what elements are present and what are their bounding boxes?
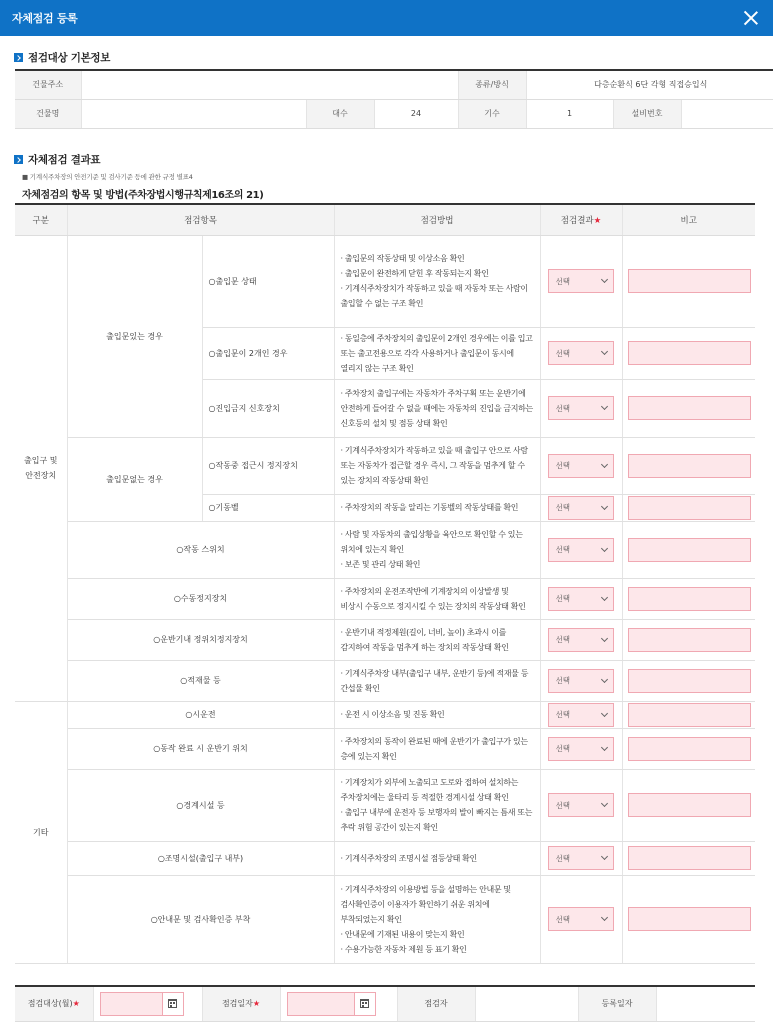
remark-input[interactable] (628, 396, 751, 420)
label-check-date: 점검일자★ (202, 986, 280, 1021)
check-method (334, 619, 540, 660)
remark-input[interactable] (628, 628, 751, 652)
check-item: ○진입금지 신호장치 (202, 379, 334, 437)
method-line: 주차장치에는 울타리 등 적절한 경계시설 상태 확인 (340, 793, 509, 802)
chevron-down-icon (600, 276, 607, 283)
section-bullet-icon (14, 53, 23, 62)
method-line: · 수용가능한 자동차 제원 등 표기 확인 (340, 944, 467, 954)
remark-input[interactable] (628, 737, 751, 761)
result-select[interactable]: 선택 (548, 907, 614, 931)
remark-input[interactable] (628, 907, 751, 931)
result-select[interactable]: 선택 (548, 628, 614, 652)
result-select[interactable]: 선택 (548, 703, 614, 727)
category-etc: 기타 (15, 701, 67, 963)
remark-input[interactable] (628, 587, 751, 611)
method-line: 간섭물 확인 (340, 683, 380, 693)
method-line: 비상시 수동으로 정지시킬 수 있는 장치의 작동상태 확인 (340, 601, 526, 611)
result-table-subtitle: 자체점검의 항목 및 방법(주차장법시행규칙제16조의 21) (22, 190, 264, 201)
category-entrance: 출입구 및 안전장치 (15, 235, 67, 701)
section-bullet-icon (14, 155, 23, 164)
method-line: 층에 있는지 확인 (340, 751, 397, 761)
check-item: ○경계시설 등 (67, 769, 334, 841)
inspection-table (15, 203, 755, 964)
calendar-button[interactable] (162, 993, 183, 1015)
method-line: · 출입구 내부에 운전자 등 보행자의 발이 빠지는 틈새 또는 (340, 808, 533, 817)
result-select[interactable]: 선택 (548, 341, 614, 365)
method-line: 감지하여 작동을 멈추게 하는 장치의 작동상태 확인 (340, 642, 509, 652)
check-method (334, 875, 540, 963)
value-count: 1 (526, 99, 613, 128)
remark-input[interactable] (628, 793, 751, 817)
table-row (15, 875, 755, 963)
check-item: ○조명시설(출입구 내부) (67, 841, 334, 875)
chevron-down-icon (600, 403, 607, 410)
basic-info-table (15, 69, 773, 129)
method-line: 위치에 있는지 확인 (340, 545, 404, 554)
method-line: 신호등의 설치 및 점등 상태 확인 (340, 418, 448, 428)
label-building-name: 건물명 (15, 99, 81, 128)
chevron-down-icon (600, 348, 607, 355)
remark-input[interactable] (628, 496, 751, 520)
header-result: 점검결과★ (540, 204, 622, 235)
method-line: 출입할 수 없는 구조 확인 (340, 299, 424, 308)
chevron-down-icon (600, 460, 607, 467)
remark-input[interactable] (628, 703, 751, 727)
method-line: · 출입문이 완전하게 닫힌 후 작동되는지 확인 (340, 269, 489, 278)
check-date-input[interactable] (287, 992, 376, 1016)
method-line: 검사확인증이 이용자가 확인하기 쉬운 위치에 (340, 899, 490, 909)
label-units: 대수 (306, 99, 374, 128)
value-type: 다층순환식 6단 각형 직접승입식 (526, 70, 773, 99)
method-line: · 기계식주차장치가 작동하고 있을 때 자동차 또는 사람이 (340, 284, 528, 293)
remark-input[interactable] (628, 669, 751, 693)
check-item: ○기동벨 (202, 494, 334, 521)
method-line: 또는 출고전용으로 각각 사용하거나 출입문이 동시에 (340, 348, 514, 358)
dialog-titlebar (0, 0, 773, 36)
chevron-down-icon (600, 853, 607, 860)
table-row (15, 660, 755, 701)
table-row (15, 578, 755, 619)
table-row (15, 437, 755, 494)
result-select[interactable]: 선택 (548, 269, 614, 293)
header-category: 구분 (15, 204, 67, 235)
header-item: 점검항목 (67, 204, 334, 235)
calendar-icon (168, 999, 177, 1008)
method-line: · 주차장치의 작동을 알리는 기동벨의 작동상태를 확인 (340, 503, 519, 512)
value-building-name (81, 99, 306, 128)
header-remark: 비고 (622, 204, 755, 235)
value-reg-date (656, 986, 755, 1021)
table-row (15, 701, 755, 728)
check-item: ○작동 스위치 (67, 521, 334, 578)
chevron-down-icon (600, 675, 607, 682)
label-count: 기수 (458, 99, 526, 128)
table-row (15, 521, 755, 578)
method-line: 부착되었는지 확인 (340, 914, 402, 924)
table-row (15, 841, 755, 875)
value-units: 24 (374, 99, 458, 128)
label-target-month: 점검대상(월)★ (15, 986, 93, 1021)
subgroup-no-door: 출입문없는 경우 (67, 437, 202, 521)
method-line: · 운전 시 이상소음 및 진동 확인 (340, 710, 445, 719)
table-row (15, 728, 755, 769)
method-line: 있는 장치의 작동상태 확인 (340, 476, 429, 485)
method-line: 또는 자동차가 접근할 경우 즉시, 그 작동을 멈추게 할 수 (340, 461, 525, 470)
label-inspector: 점검자 (397, 986, 475, 1021)
result-select[interactable]: 선택 (548, 396, 614, 420)
dialog-title: 자체점검 등록 (12, 12, 78, 25)
section-basic-info-title: 점검대상 기본정보 (14, 50, 110, 65)
method-line: · 주차장치의 운전조작반에 기계장치의 이상발생 및 (340, 586, 509, 596)
result-select[interactable]: 선택 (548, 793, 614, 817)
method-line: · 출입문의 작동상태 및 이상소음 확인 (340, 254, 465, 263)
value-equip-no (681, 99, 773, 128)
check-item: ○적재물 등 (67, 660, 334, 701)
method-line: · 안내문에 기재된 내용이 맞는지 확인 (340, 929, 465, 939)
method-line: · 기계식주차장 내부(출입구 내부, 운반기 등)에 적재물 등 (340, 668, 529, 678)
regulation-note: ■ 기계식주차장의 안전기준 및 검사기준 등에 관한 규정 별표4 (22, 173, 193, 181)
method-line: · 기계식주차장치가 작동하고 있을 때 출입구 안으로 사람 (340, 446, 528, 455)
section-result-title: 자체점검 결과표 (14, 152, 100, 167)
footer-form (15, 985, 755, 1022)
label-type: 종류/방식 (458, 70, 526, 99)
check-item: ○수동정지장치 (67, 578, 334, 619)
check-method (334, 494, 540, 521)
remark-input[interactable] (628, 454, 751, 478)
method-line: · 동일층에 주차장치의 출입문이 2개인 경우에는 이를 입고 (340, 333, 533, 343)
remark-input[interactable] (628, 341, 751, 365)
method-line: 안전하게 들어갈 수 없을 때에는 자동차의 진입을 금지하는 (340, 403, 533, 413)
check-method (334, 578, 540, 619)
result-select[interactable]: 선택 (548, 737, 614, 761)
method-line: · 주차장치 출입구에는 자동차가 주차구획 또는 운반기에 (340, 388, 526, 398)
method-line: · 보존 및 관리 상태 확인 (340, 560, 421, 569)
method-line: · 주차장치의 동작이 완료된 때에 운반기가 출입구가 있는 (340, 736, 528, 746)
chevron-down-icon (600, 709, 607, 716)
subgroup-with-door: 출입문있는 경우 (67, 235, 202, 437)
check-method (334, 437, 540, 494)
check-item: ○시운전 (67, 701, 334, 728)
check-method (334, 379, 540, 437)
table-row (15, 769, 755, 841)
chevron-down-icon (600, 593, 607, 600)
check-method (334, 521, 540, 578)
method-line: · 기계식주차장의 조명시설 점등상태 확인 (340, 853, 477, 863)
calendar-button[interactable] (354, 993, 375, 1015)
value-inspector (475, 986, 578, 1021)
chevron-down-icon (600, 914, 607, 921)
header-method: 점검방법 (334, 204, 540, 235)
label-address: 건물주소 (15, 70, 81, 99)
chevron-down-icon (600, 634, 607, 641)
remark-input[interactable] (628, 538, 751, 562)
check-item: ○출입문이 2개인 경우 (202, 327, 334, 379)
check-item: ○운반기내 정위치정지장치 (67, 619, 334, 660)
result-select[interactable]: 선택 (548, 496, 614, 520)
check-method (334, 769, 540, 841)
check-method (334, 327, 540, 379)
method-line: 추락 위험 공간이 있는지 확인 (340, 823, 438, 832)
table-row (15, 235, 755, 327)
check-item: ○출입문 상태 (202, 235, 334, 327)
method-line: · 기계식주차장의 이용방법 등을 설명하는 안내문 및 (340, 884, 511, 894)
close-icon[interactable] (743, 10, 759, 26)
chevron-down-icon (600, 502, 607, 509)
chevron-down-icon (600, 743, 607, 750)
chevron-down-icon (600, 544, 607, 551)
check-item: ○작동중 접근시 정지장치 (202, 437, 334, 494)
check-item: ○안내문 및 검사확인증 부착 (67, 875, 334, 963)
method-line: · 운반기내 적정제원(길이, 너비, 높이) 초과시 이를 (340, 627, 506, 637)
check-item: ○동작 완료 시 운반기 위치 (67, 728, 334, 769)
result-select[interactable]: 선택 (548, 846, 614, 870)
remark-input[interactable] (628, 269, 751, 293)
check-method (334, 728, 540, 769)
value-address (81, 70, 458, 99)
table-row (15, 619, 755, 660)
check-method (334, 841, 540, 875)
method-line: · 사람 및 자동차의 출입상황을 육안으로 확인할 수 있는 (340, 530, 523, 539)
result-select[interactable]: 선택 (548, 538, 614, 562)
result-select[interactable]: 선택 (548, 669, 614, 693)
result-select[interactable]: 선택 (548, 454, 614, 478)
label-reg-date: 등록일자 (578, 986, 656, 1021)
target-month-input[interactable] (100, 992, 184, 1016)
calendar-icon (360, 999, 369, 1008)
check-method (334, 701, 540, 728)
remark-input[interactable] (628, 846, 751, 870)
method-line: · 기계장치가 외부에 노출되고 도로와 접하여 설치하는 (340, 778, 519, 787)
check-method (334, 235, 540, 327)
check-method (334, 660, 540, 701)
method-line: 열리지 않는 구조 확인 (340, 363, 414, 373)
result-select[interactable]: 선택 (548, 587, 614, 611)
chevron-down-icon (600, 800, 607, 807)
label-equip-no: 설비번호 (613, 99, 681, 128)
